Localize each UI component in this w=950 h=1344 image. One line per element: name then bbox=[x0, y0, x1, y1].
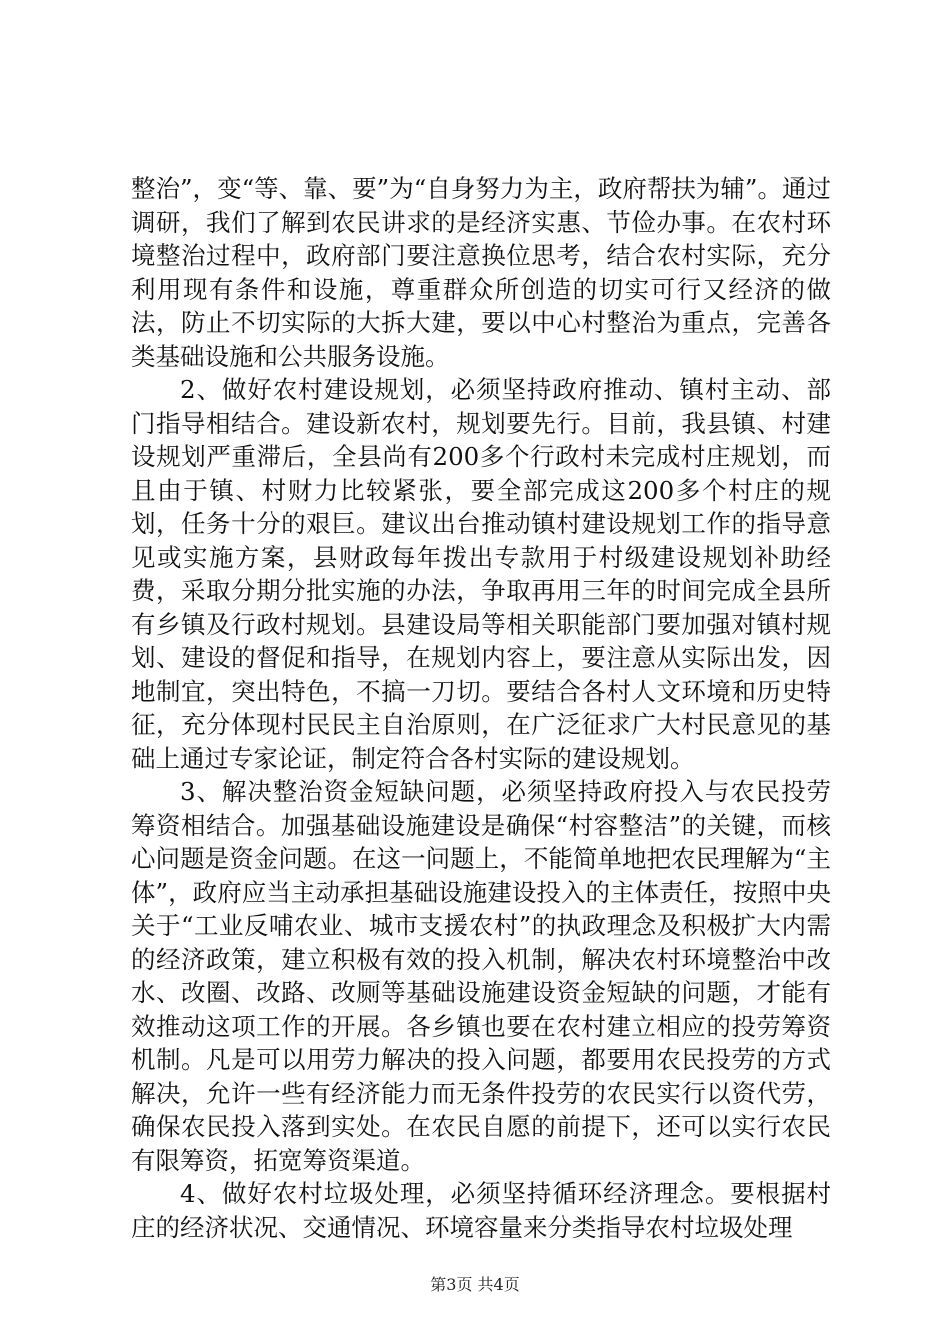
page-footer bbox=[0, 1272, 950, 1295]
document-body bbox=[131, 172, 831, 1244]
paragraph-3: 3、解决整治资金短缺问题，必须坚持政府投入与农民投劳筹资相结合。加强基础设施建设是确保“村容整洁”的关键，而核心问题是资金问题。在这一问题上，不能简单地把农民理解为“主体”，政府应当主动承担基础设施建设投入的主体责任，按照中央关于“工业反哺农业、城市支援农村”的执政理念及积极扩大内需的经济政策，建立积极有效的投入机制，解决农村环境整治中改水、改圈、改路、改厕等基础设施建设资金短缺的问题，才能有效推动这项工作的开展。各乡镇也要在农村建立相应的投劳筹资机制。凡是可以用劳力解决的投入问题，都要用农民投劳的方式解决，允许一些有经济能力而无条件投劳的农民实行以资代劳，确保农民投入落到实处。在农民自愿的前提下，还可以实行农民有限筹资，拓宽筹资渠道。 bbox=[131, 777, 831, 1175]
paragraph-4: 4、做好农村垃圾处理，必须坚持循环经济理念。要根据村庄的经济状况、交通情况、环境容量来分类指导农村垃圾处理 bbox=[131, 1179, 831, 1242]
paragraph-2: 2、做好农村建设规划，必须坚持政府推动、镇村主动、部门指导相结合。建设新农村，规划要先行。目前，我县镇、村建设规划严重滞后，全县尚有200多个行政村未完成村庄规划，而且由于镇、村财力比较紧张，要全部完成这200多个村庄的规划，任务十分的艰巨。建议出台推动镇村建设规划工作的指导意见或实施方案，县财政每年拨出专款用于村级建设规划补助经费，采取分期分批实施的办法，争取再用三年的时间完成全县所有乡镇及行政村规划。县建设局等相关职能部门要加强对镇村规划、建设的督促和指导，在规划内容上，要注意从实际出发，因地制宜，突出特色，不搞一刀切。要结合各村人文环境和历史特征，充分体现村民民主自治原则，在广泛征求广大村民意见的基础上通过专家论证，制定符合各村实际的建设规划。 bbox=[131, 375, 831, 773]
page-number-label: 第3页 共4页 bbox=[430, 1275, 520, 1294]
paragraph-1: 整治”，变“等、靠、要”为“自身努力为主，政府帮扶为辅”。通过调研，我们了解到农民讲求的是经济实惠、节俭办事。在农村环境整治过程中，政府部门要注意换位思考，结合农村实际，充分利用现有条件和设施，尊重群众所创造的切实可行又经济的做法，防止不切实际的大拆大建，要以中心村整治为重点，完善各类基础设施和公共服务设施。 bbox=[131, 174, 831, 371]
